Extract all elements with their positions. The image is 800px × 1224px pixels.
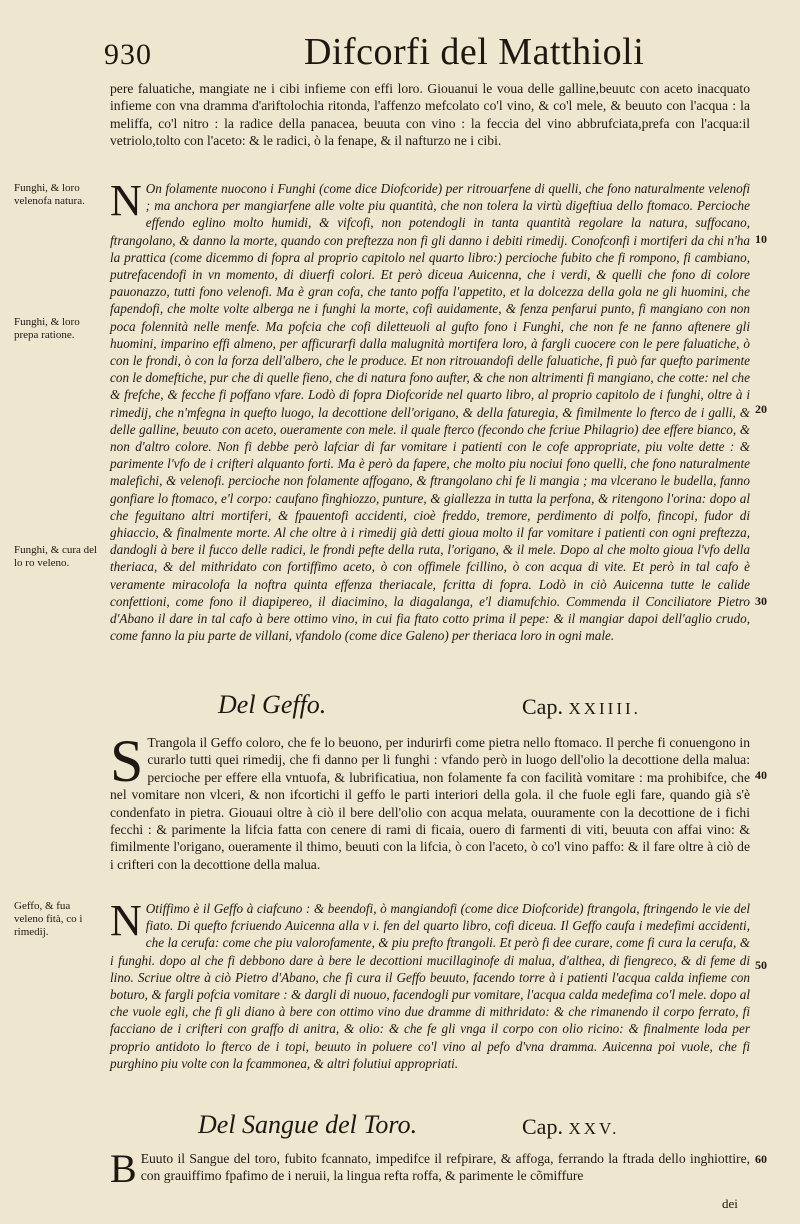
sangue-paragraph [110, 1146, 750, 1191]
gesso-heading-title: Del Geffo. [218, 690, 327, 719]
line-number-50: 50 [755, 958, 767, 972]
sangue-heading-title: Del Sangue del Toro. [198, 1110, 418, 1139]
page-number: 930 [104, 38, 152, 71]
margin-note-funghi-preparatione: Funghi, & loro prepa ratione. [14, 316, 80, 341]
margin-note-funghi-cura: Funghi, & cura del lo ro veleno. [14, 544, 98, 569]
line-number-10: 10 [755, 232, 767, 246]
sangue-paragraph-text: Euuto il Sangue del toro, fubito fcannato, impedifce il refpirare, & affoga, ferrando la ftrada dello inghiottire, con grauiffimo fpafimo de i neruii, la lingua refta roffa, & parimente le cõmiffure [140, 1151, 750, 1184]
gesso-heading [110, 690, 750, 726]
sangue-cap-number: XXV. [568, 1119, 620, 1138]
dropcap-n-2: N [110, 896, 142, 945]
funghi-commentary-text: On folamente nuocono i Funghi (come dice Diofcoride) per ritrouarfene di quelli, che fono naturalmente velenofi ; ma anchora per mangiarfene alle volte piu quantità, che non tolera la virtù digeftiua dello ftomaco. Percioche effendo eglino molto humidi, & vifcofi, non potendogli in tanta quantità regolare la natura, suffocano, ftrangolano, & danno la morte, quando con preftezza non fi gli danno i debiti rimedij. Conofconfi i mortiferi da chi n'ha la prattica (come dicemmo di fopra al proprio capitolo nel quarto libro:) percioche fubito che fi rompono, fi cambiano, putrefacendofi in vn momento, di diuerfi colori. Et però diceua Auicenna, che i verdi, & quelli che fono di colore pauonazzo, tutti fono velenofi. Ma è gran cofa, che tanto poffa l'appetito, et la dolcezza della gola ne gli huomini, che fapendofi, che molte volte alberga ne i funghi la morte, cofi auidamente, & fenza penfarui punto, fi mangiano con non poca folennità nelle menfe. Ma pofcia che cofi diletteuoli al gufto fono i Funghi, che non fe ne fanno aftenere gli huomini, imparino effi almeno, per afficurarfi dalla malugnità mortifera loro, à fargli cuocere con le pere faluatiche, ò con le frondi, ò con la forza dell'albero, che le produce. Et non ritrouandofi delle faluatiche, fi può far quefto parimente con le domeftiche, pur che di quelle fieno, che di natura fono aufter, & che non altrimenti fi mangiano, che cotte: nel che & frefche, & fecche fi poffano vfare. Lodò di fopra Diofcoride nel quarto libro, al proprio capitolo de i funghi, oltre à i rimedij, che n'mfegna in quefto luogo, la decottione dell'origano, & della faturegia, & fimilmente lo fterco de i galli, & delle galline, beuuto con aceto, oueramente con mele. il quale fterco (fecondo che fcriue Philagrio) dee effere bianco, & non d'altro colore. Non fi debbe però lafciar di far vomitare i patienti con le cofe appropriate, piu volte dette : & parimente l'vfo de i crifteri alquanto forti. Ma è però da fapere, che molto piu nociui fono quelli, che fono naturalmente malefichi, & velenofi. percioche non folamente affogano, & ftrangolano chi fe li mangia ; ma vlcerano le budella, fanno gonfiare lo ftomaco, e'l corpo: caufano finghiozzo, punture, & giallezza in tutta la perfona, & ritengono l'orina: dopo al che feguitano altri mortiferi, & fpauentofi accidenti, cioè freddo, tremore, perdimento di polfo, fincopi, fudor di ghiaccio, & finalmente morte. Al che oltre à i rimedij già detti gioua molto il far vomitare i patienti con ogni preftezza, dandogli à bere il fucco delle radici, le frondi pefte della ruta, l'origano, & il mele. Dopo al che molto gioua l'vfo della theriaca, & del mithridato con fortiffimo aceto, ò con offimele fcillino, ò con acqua di vite. Et però in tal cafo è veramente miracolofa la noftra quinta effenza theriacale, fcritta di fopra. Lodò in ciò Auicenna tutte le calide confettioni, come fono il diapipereo, il diacimino, la diagalanga, e'l diamufchio. Commenda il Conciliatore Pietro d'Abano il dare in tal cafo à bere ottimo vino, in cui fia ftato cotto prima il pepe: & il mangiar dapoi dell'aglio crudo, come fanno la piu parte de villani, vfandolo (come dice Galeno) per theriaca loro in ogni male. [110, 181, 750, 644]
margin-note-gesso-veleno: Geffo, & fua veleno fità, co i rimedij. [14, 900, 83, 938]
gesso-cap-number: XXIIII. [568, 699, 641, 718]
gesso-commentary-text: Otiffimo è il Geffo à ciafcuno : & beendofi, ò mangiandofi (come dice Diofcoride) ftrangola, ftringendo le vie del fiato. Di quefto fcriuendo Auicenna alla v i. fen del quarto libro, cofi diceua. Il Geffo caufa i medefimi accidenti, che la cerufa: come che piu valorofamente, & piu prefto ftrangoli. Et però fi dee curare, come fi cura la cerufa, & i funghi. dopo al che fi debbono dare à bere le decottioni mucillaginofe di malua, d'althea, di fiengreco, & di feme di lino. Scriue oltre à ciò Pietro d'Abano, che fi cura il Geffo beuuto, facendo torre à i patienti l'acqua calda infieme con boturo, & fargli pofcia vomitare : & dargli di nuouo, facendogli pur vomitare, l'acqua calda medefima co'l mele. dopo al che vuole egli, che fi gli diano à bere con ottimo vino due dramme di mithridato: & che rimanendo il corpo ferrato, fi facciano de i crifteri con graffo di anitra, & olio: & che fe gli vnga il corpo con olio ricino: & finalmente loda per proprio antidoto lo fterco de i topi, beuuto in poluere co'l vino al pefo d'vna dramma. Auicenna poi vuole, che fi purghino piu volte con la fcammonea, & altri folutiui appropriati. [110, 901, 750, 1071]
gesso-commentary [110, 896, 750, 1072]
top-paragraph: pere faluatiche, mangiate ne i cibi infieme con effi loro. Giouanui le voua delle galline,beuutc con aceto inacquato infieme con vna dramma d'ariftolochia ritonda, l'affenzo mefcolato co'l vino, & co'l mele, & beuuto con l'acqua : la meliffa, co'l nitro : la radice della panacea, beuuta con vino : la feccia del vino abbrufciata,prefa con l'acqua:il vetriolo,tolto con l'aceto: & le radici, ò la fenape, & il nafturzo ne i cibi. [110, 81, 750, 149]
line-number-30: 30 [755, 594, 767, 608]
line-number-40: 40 [755, 768, 767, 782]
funghi-commentary [110, 176, 750, 644]
dropcap-b: B [110, 1146, 137, 1191]
running-title: Difcorfi del Matthioli [304, 31, 645, 73]
sangue-cap-prefix: Cap. [522, 1114, 563, 1139]
margin-note-funghi-velenosi: Funghi, & loro velenofa natura. [14, 182, 85, 207]
sangue-heading [110, 1110, 750, 1146]
line-number-20: 20 [755, 402, 767, 416]
page-header [104, 30, 744, 78]
gesso-paragraph [110, 728, 750, 873]
gesso-paragraph-text: Trangola il Geffo coloro, che fe lo beuono, per indurirfi come pietra nello ftomaco. Il perche fi conuengono in curarlo tutti quei rimedij, che fi danno per li funghi : vfando però in luogo dell'olio la decottione della malua: percioche per effere ella vntuofa, & lubrificatiua, non folamente fa con facilità vomitare : ma prohibifce, che nel vomitare non vlceri, & non ifcortichi il geffo le parti interiori della gola. il che fuole egli fare, quando già s'è condenfato in pietra. Giouaui oltre à ciò il bere dell'olio con acqua melata, ouuramente con la decottione de i fichi fecchi : & parimente la lifcia fatta con cenere di rami di ficaia, ouero di farmenti di viti, beuuta con affai vino: & fimilmente l'origano, oueramente il thimo, beuuti con la lifcia, ò con l'aceto, ò co'l vino paffo: & il fare oltre à ciò de i crifteri con la decottione della malua. [110, 735, 750, 872]
dropcap-s: S [110, 728, 144, 794]
catchword: dei [722, 1196, 738, 1211]
gesso-chapter-label [522, 694, 641, 720]
sangue-chapter-label [522, 1114, 619, 1140]
dropcap-n: N [110, 176, 142, 225]
gesso-cap-prefix: Cap. [522, 694, 563, 719]
line-number-60: 60 [755, 1152, 767, 1166]
